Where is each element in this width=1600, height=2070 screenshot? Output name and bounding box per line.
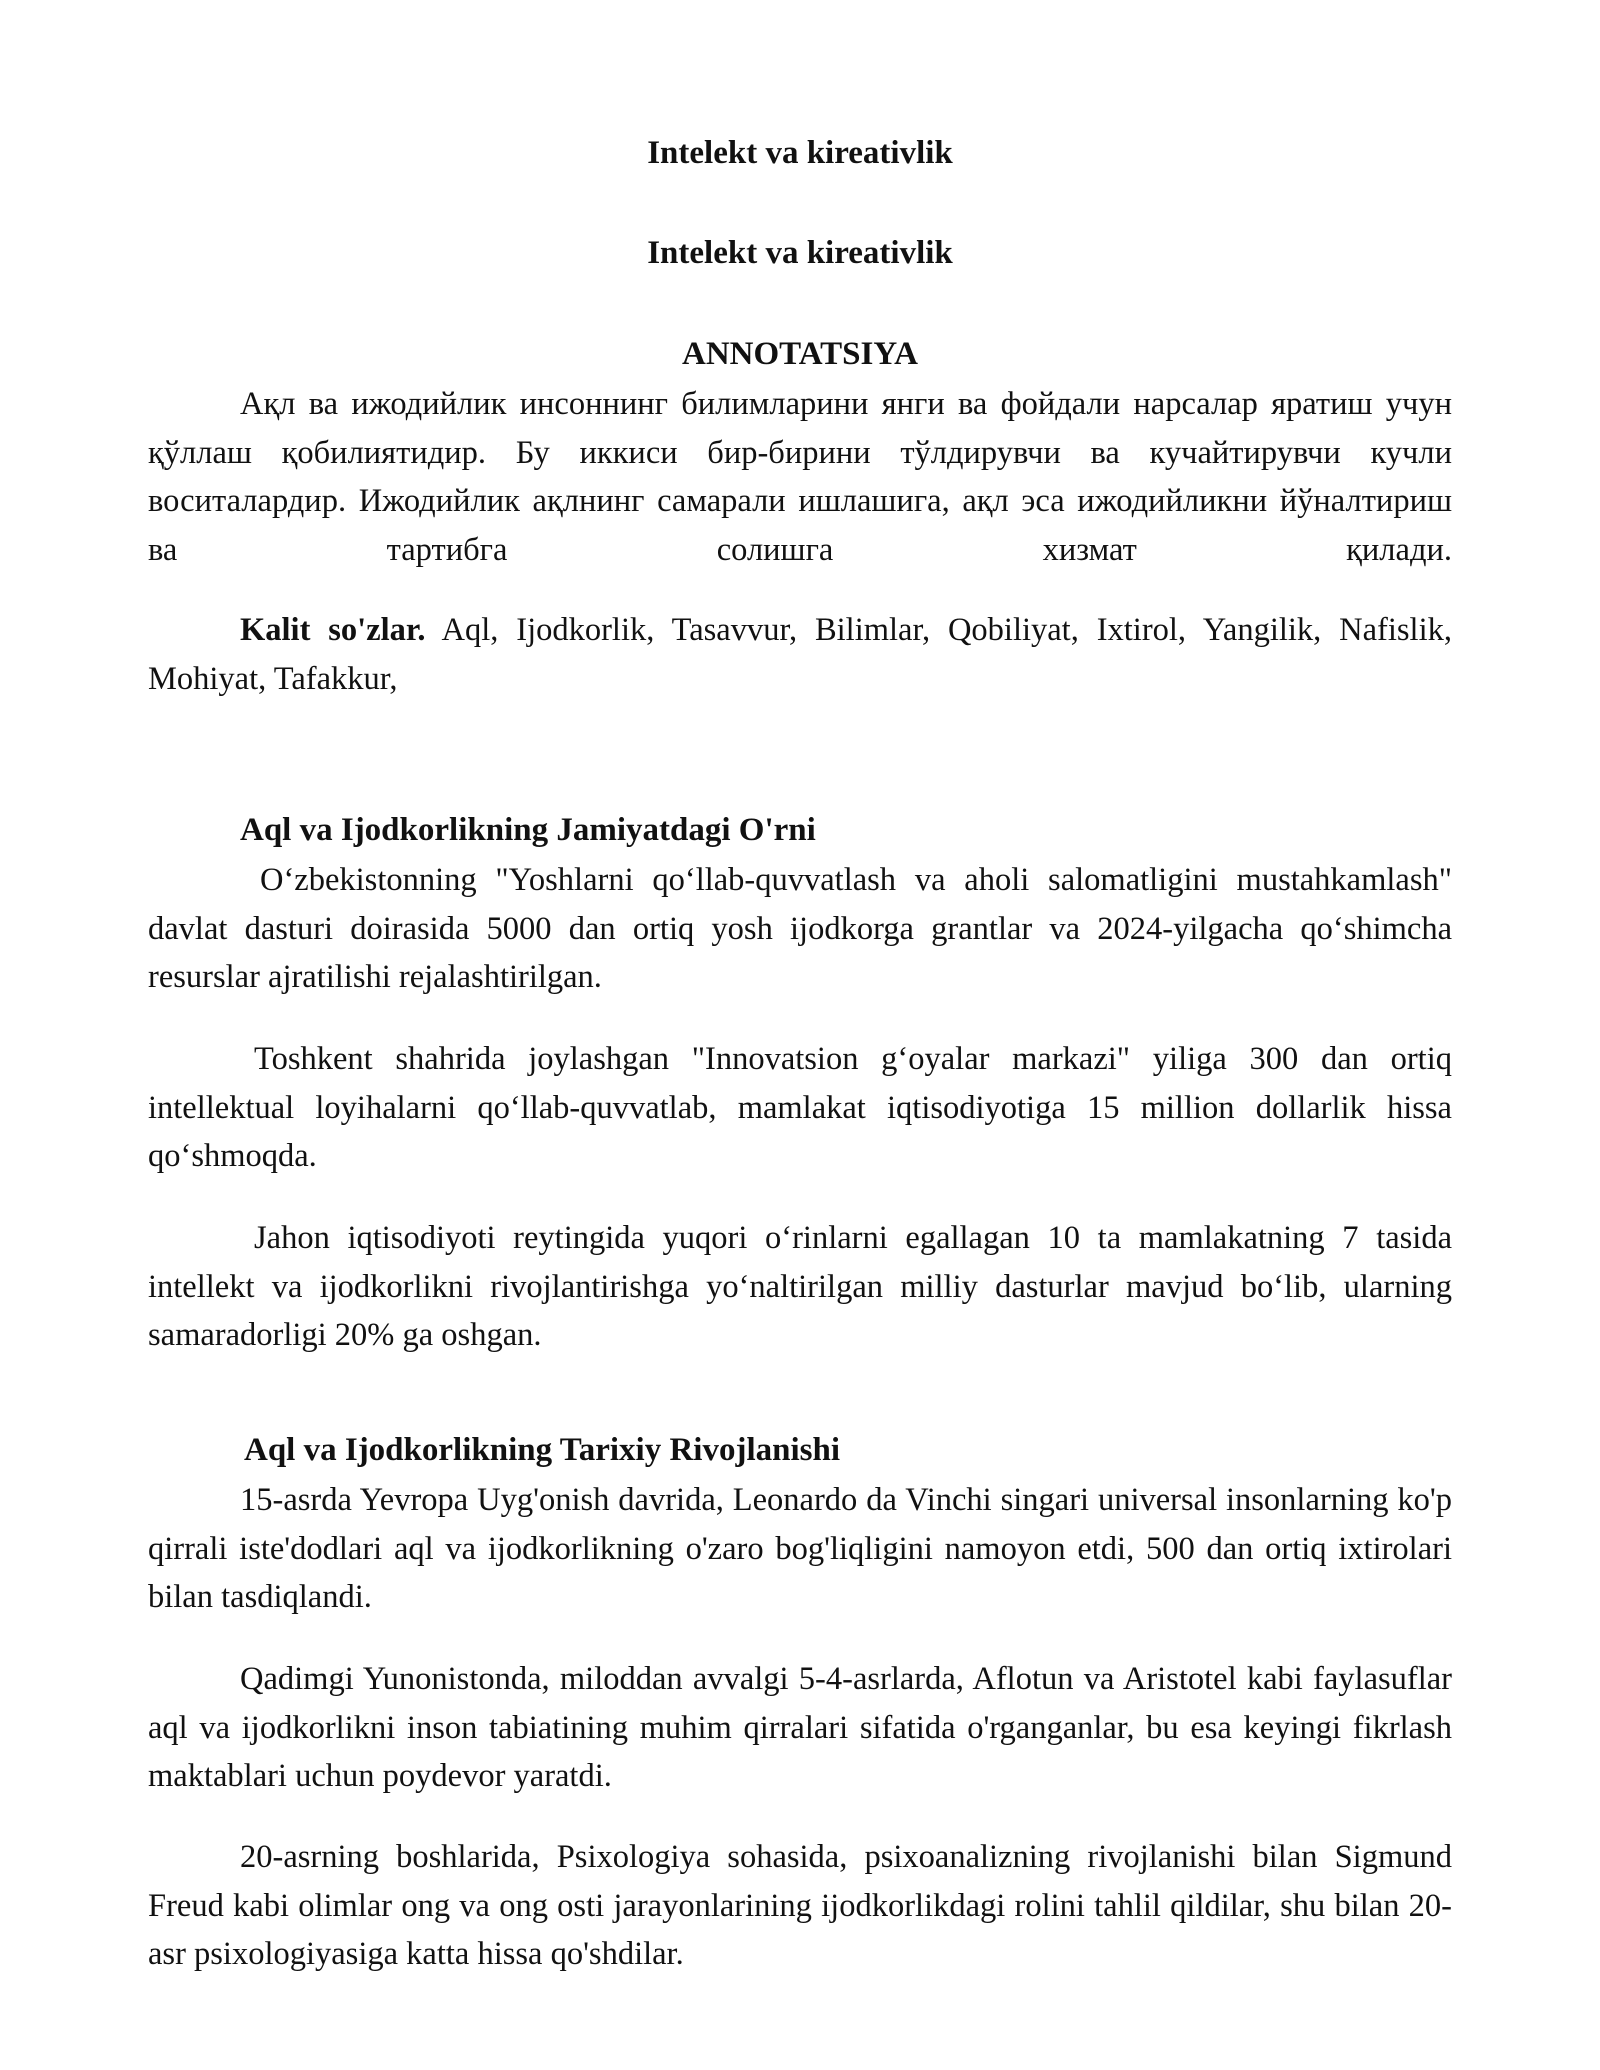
- annotation-paragraph: Ақл ва ижодийлик инсоннинг билимларини янги ва фойдали нарсалар яратиш учун қўллаш қобилиятидир. Бу иккиси бир-бирини тўлдирувчи ва кучайтирувчи кучли воситалардир. Ижодийлик ақлнинг самарали ишлашига, ақл эса ижодийликни йўналтириш ва тартибга солишга хизмат қилади.: [148, 386, 1452, 568]
- society-paragraph-1: O‘zbekistonning "Yoshlarni qo‘llab-quvvatlash va aholi salomatligini mustahkamlash" davlat dasturi doirasida 5000 dan ortiq yosh ijodkorga grantlar va 2024-yilgacha qo‘shimcha resurslar ajratilishi rejalashtirilgan.: [148, 862, 1452, 995]
- document-title: Intelekt va kireativlik: [647, 135, 953, 171]
- document-subtitle: Intelekt va kireativlik: [647, 235, 953, 271]
- section-heading-society: Aql va Ijodkorlikning Jamiyatdagi O'rni: [240, 812, 816, 848]
- annotation-heading: ANNOTATSIYA: [682, 336, 918, 372]
- society-paragraph-2: Toshkent shahrida joylashgan "Innovatsion g‘oyalar markazi" yiliga 300 dan ortiq intellektual loyihalarni qo‘llab-quvvatlab, mamlakat iqtisodiyotiga 15 million dollarlik hissa qo‘shmoqda.: [148, 1041, 1452, 1174]
- society-paragraph-3: Jahon iqtisodiyoti reytingida yuqori o‘rinlarni egallagan 10 ta mamlakatning 7 tasida intellekt va ijodkorlikni rivojlantirishga yo‘naltirilgan milliy dasturlar mavjud bo‘lib, ularning samaradorligi 20% ga oshgan.: [148, 1220, 1452, 1353]
- history-paragraph-2: Qadimgi Yunonistonda, miloddan avvalgi 5-4-asrlarda, Aflotun va Aristotel kabi faylasuflar aql va ijodkorlikni inson tabiatining muhim qirralari sifatida o'rganganlar, bu esa keyingi fikrlash maktablari uchun poydevor yaratdi.: [148, 1661, 1452, 1794]
- keywords-paragraph: [148, 606, 1452, 703]
- keywords-label: Kalit so'zlar.: [240, 612, 426, 648]
- history-paragraph-3: 20-asrning boshlarida, Psixologiya sohasida, psixoanalizning rivojlanishi bilan Sigmund Freud kabi olimlar ong va ong osti jarayonlarining ijodkorlikdagi rolini tahlil qildilar, shu bilan 20-asr psixologiyasiga katta hissa qo'shdilar.: [148, 1839, 1452, 1972]
- keywords-list: Aql, Ijodkorlik, Tasavvur, Bilimlar, Qobiliyat, Ixtirol, Yangilik, Nafislik, Mohiyat, Tafakkur,: [148, 612, 1452, 697]
- history-paragraph-1: 15-asrda Yevropa Uyg'onish davrida, Leonardo da Vinchi singari universal insonlarning ko'p qirrali iste'dodlari aql va ijodkorlikning o'zaro bog'liqligini namoyon etdi, 500 dan ortiq ixtirolari bilan tasdiqlandi.: [148, 1482, 1452, 1615]
- section-heading-history: Aql va Ijodkorlikning Tarixiy Rivojlanishi: [244, 1432, 841, 1468]
